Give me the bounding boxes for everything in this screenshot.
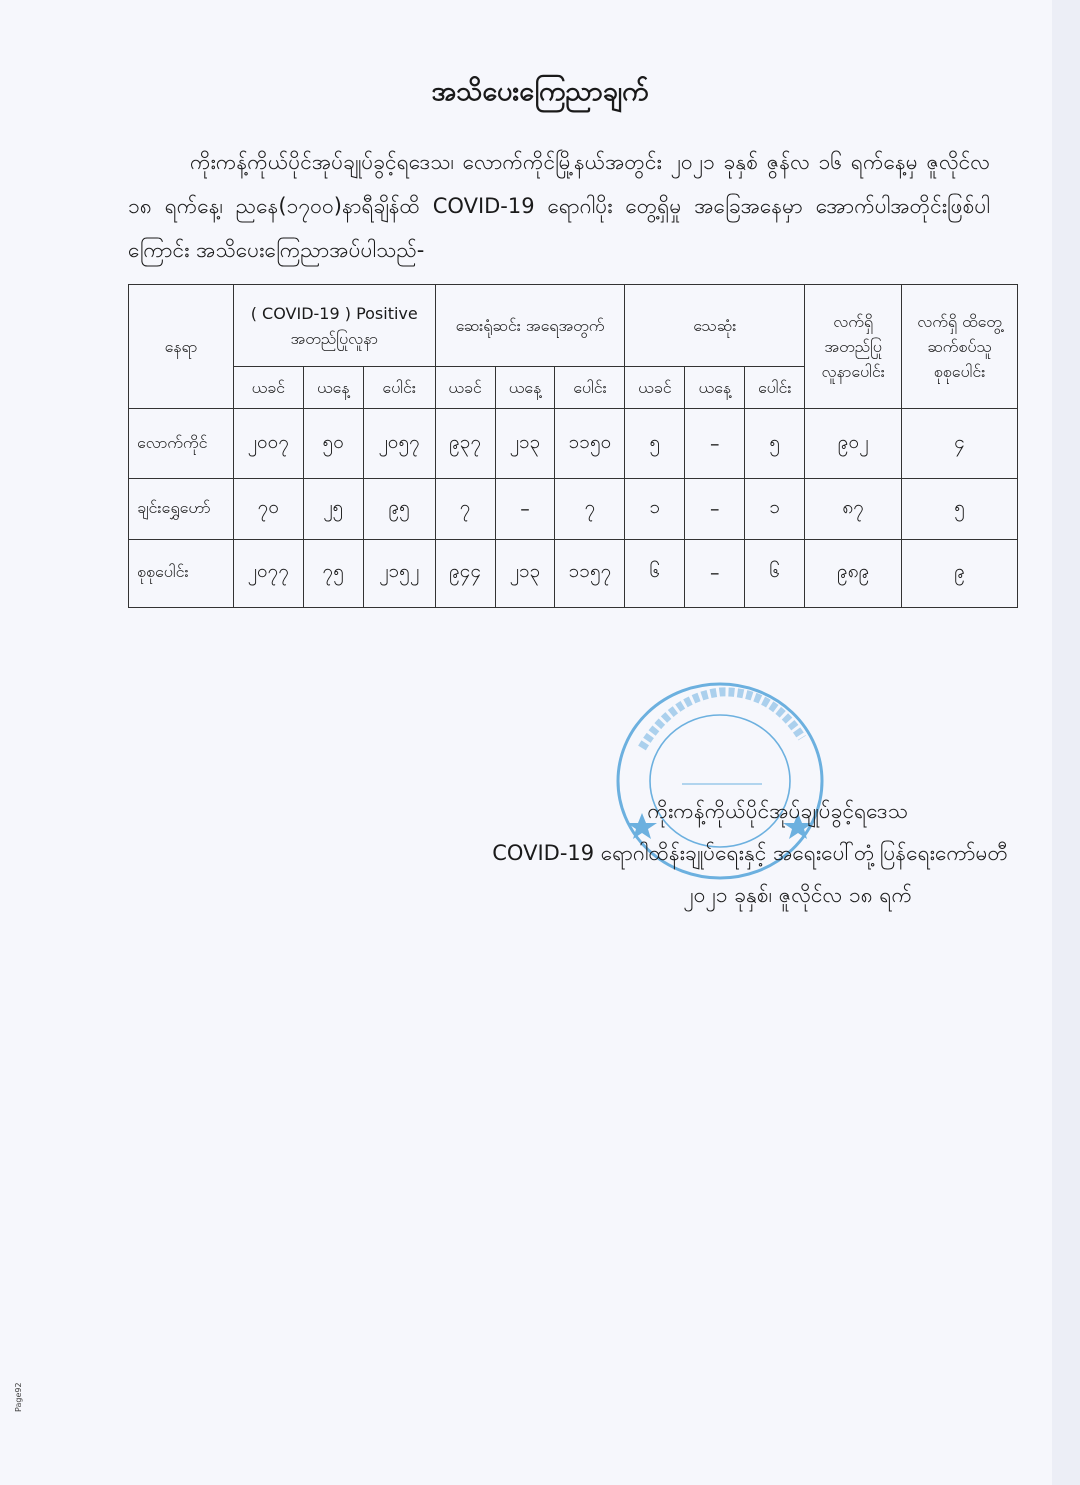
cell-pos-prev: ၂၀၇၇: [233, 539, 303, 607]
signature-committee: COVID-19 ရောဂါထိန်းချုပ်ရေးနှင့် အရေးပေါ်တုံ့ပြန်ရေးကော်မတီ: [492, 841, 1008, 865]
covid-report-table: [128, 284, 1018, 608]
cell-pos-today: ၇၅: [303, 539, 363, 607]
cell-hosp-today: –: [495, 479, 555, 539]
cell-location: ချင်းရွှေဟော်: [129, 479, 234, 539]
table-row: [129, 479, 1018, 539]
cell-pos-prev: ၂၀၀၇: [233, 409, 303, 479]
subheader-today: ယနေ့: [685, 367, 745, 409]
cell-pos-total: ၂၁၅၂: [363, 539, 435, 607]
header-hospital: ဆေးရုံဆင်း အရေအတွက်: [435, 285, 625, 367]
cell-contacts: ၄: [902, 409, 1018, 479]
subheader-previous: ယခင်: [435, 367, 495, 409]
subheader-total: ပေါင်း: [555, 367, 625, 409]
cell-hosp-today: ၂၁၃: [495, 539, 555, 607]
cell-hosp-today: ၂၁၃: [495, 409, 555, 479]
cell-death-prev: ၁: [625, 479, 685, 539]
cell-pos-prev: ၇၀: [233, 479, 303, 539]
signature-region: ကိုးကန့်ကိုယ်ပိုင်အုပ်ချုပ်ခွင့်ရဒေသ: [647, 799, 908, 823]
cell-hosp-total: ၇: [555, 479, 625, 539]
cell-death-today: –: [685, 539, 745, 607]
table-row-total: [129, 539, 1018, 607]
cell-location: လောက်ကိုင်: [129, 409, 234, 479]
cell-death-prev: ၆: [625, 539, 685, 607]
subheader-total: ပေါင်း: [745, 367, 805, 409]
cell-contacts: ၅: [902, 479, 1018, 539]
cell-hosp-total: ၁၁၅၀: [555, 409, 625, 479]
cell-death-total: ၆: [745, 539, 805, 607]
document-title: အသိပေးကြေညာချက်: [431, 76, 649, 107]
cell-hosp-prev: ၉၃၇: [435, 409, 495, 479]
subheader-today: ယနေ့: [495, 367, 555, 409]
cell-death-total: ၅: [745, 409, 805, 479]
subheader-today: ယနေ့: [303, 367, 363, 409]
signature-block: [368, 790, 1008, 916]
cell-hosp-total: ၁၁၅၇: [555, 539, 625, 607]
table-row: [129, 409, 1018, 479]
cell-pos-today: ၂၅: [303, 479, 363, 539]
cell-current: ၉၀၂: [805, 409, 902, 479]
subheader-total: ပေါင်း: [363, 367, 435, 409]
cell-pos-total: ၉၅: [363, 479, 435, 539]
cell-pos-today: ၅၀: [303, 409, 363, 479]
cell-location: စုစုပေါင်း: [129, 539, 234, 607]
header-current-confirmed: လက်ရှိ အတည်ပြု လူနာပေါင်း: [805, 285, 902, 409]
page-tag: Page92: [14, 1382, 23, 1412]
cell-pos-total: ၂၀၅၇: [363, 409, 435, 479]
scan-edge: [1052, 0, 1080, 1485]
subheader-previous: ယခင်: [233, 367, 303, 409]
notice-paragraph: ကိုးကန့်ကိုယ်ပိုင်အုပ်ချုပ်ခွင့်ရဒေသ၊ လောက်ကိုင်မြို့နယ်အတွင်း ၂၀၂၁ ခုနှစ် ဇွန်လ ၁၆ ရက်နေ့မှ ဇူလိုင်လ ၁၈ ရက်နေ့၊ ညနေ(၁၇၀၀)နာရီချိန်ထိ COVID-19 ရောဂါပိုး တွေ့ရှိမှု အခြေအနေမှာ အောက်ပါအတိုင်းဖြစ်ပါကြောင်း အသိပေးကြေညာအပ်ပါသည်-: [128, 150, 990, 262]
cell-current: ၈၇: [805, 479, 902, 539]
cell-death-today: –: [685, 409, 745, 479]
subheader-previous: ယခင်: [625, 367, 685, 409]
cell-current: ၉၈၉: [805, 539, 902, 607]
header-location: နေရာ: [129, 285, 234, 409]
cell-death-prev: ၅: [625, 409, 685, 479]
cell-hosp-prev: ၇: [435, 479, 495, 539]
cell-death-today: –: [685, 479, 745, 539]
signature-date: ၂၀၂၁ ခုနှစ်၊ ဇူလိုင်လ ၁၈ ရက်: [683, 883, 912, 907]
header-positive: ( COVID-19 ) Positive အတည်ပြုလူနာ: [233, 285, 435, 367]
header-current-contacts: လက်ရှိ ထိတွေ့ ဆက်စပ်သူ စုစုပေါင်း: [902, 285, 1018, 409]
cell-hosp-prev: ၉၄၄: [435, 539, 495, 607]
header-deaths: သေဆုံး: [625, 285, 805, 367]
cell-death-total: ၁: [745, 479, 805, 539]
cell-contacts: ၉: [902, 539, 1018, 607]
